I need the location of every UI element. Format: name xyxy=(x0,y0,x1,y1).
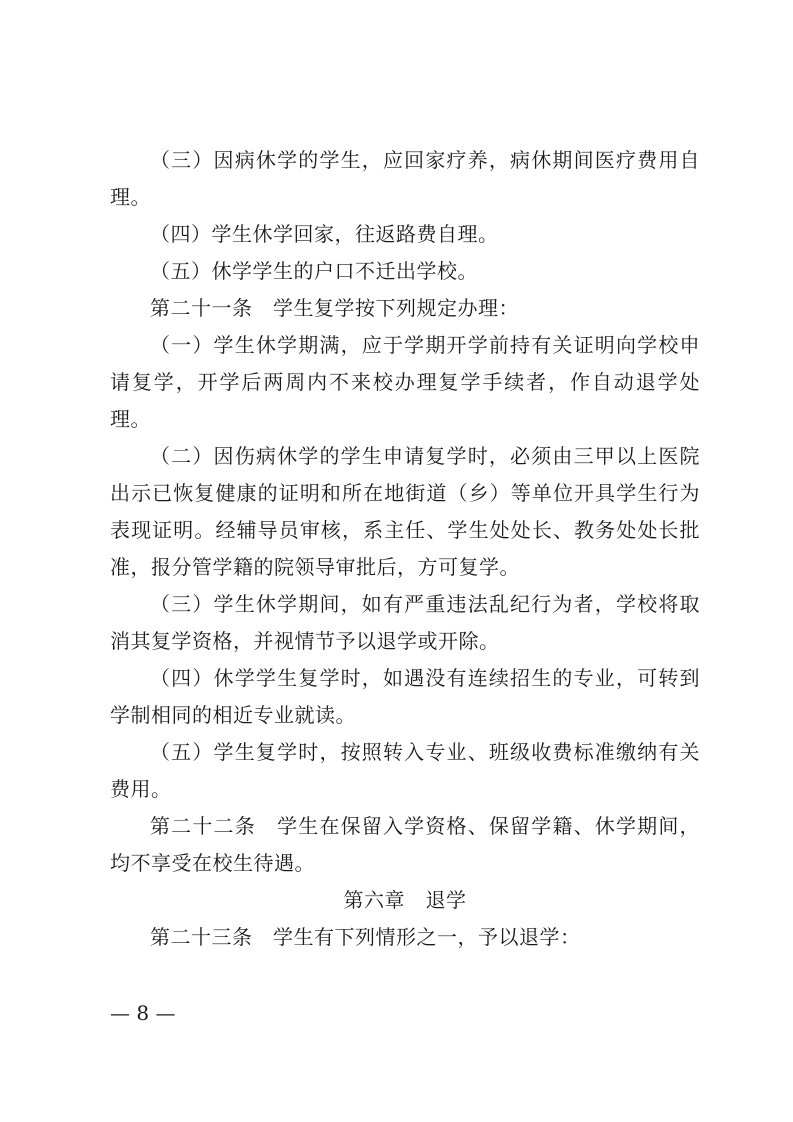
paragraph-clause-4-travel-expense: （四）学生休学回家，往返路费自理。 xyxy=(150,222,499,246)
document-body xyxy=(110,142,700,956)
paragraph-clause-3-sick-leave: （三）因病休学的学生，应回家疗养，病休期间医疗费用自理。 xyxy=(110,148,700,209)
paragraph-resume-clause-5: （五）学生复学时，按照转入专业、班级收费标准缴纳有关费用。 xyxy=(110,740,700,801)
chapter-heading: 第六章 退学 xyxy=(343,888,467,912)
paragraph-resume-clause-2: （二）因伤病休学的学生申请复学时，必须由三甲以上医院出示已恢复健康的证明和所在地街道（乡）等单位开具学生行为表现证明。经辅导员审核，系主任、学生处处长、教务处处长批准，报分管学籍的院领导审批后，方可复学。 xyxy=(110,444,700,579)
paragraph-resume-clause-1: （一）学生休学期满，应于学期开学前持有关证明向学校申请复学，开学后两周内不来校办理复学手续者，作自动退学处理。 xyxy=(110,333,700,431)
paragraph-clause-5-household-registration: （五）休学学生的户口不迁出学校。 xyxy=(150,259,478,283)
article-21-heading: 第二十一条 学生复学按下列规定办理： xyxy=(150,296,519,320)
article-22: 第二十二条 学生在保留入学资格、保留学籍、休学期间，均不享受在校生待遇。 xyxy=(110,814,700,875)
paragraph-resume-clause-4: （四）休学学生复学时，如遇没有连续招生的专业，可转到学制相同的相近专业就读。 xyxy=(110,666,700,727)
paragraph-resume-clause-3: （三）学生休学期间，如有严重违法乱纪行为者，学校将取消其复学资格，并视情节予以退学或开除。 xyxy=(110,592,700,653)
article-23: 第二十三条 学生有下列情形之一，予以退学： xyxy=(150,925,581,949)
page-number: — 8 — xyxy=(110,1001,176,1025)
